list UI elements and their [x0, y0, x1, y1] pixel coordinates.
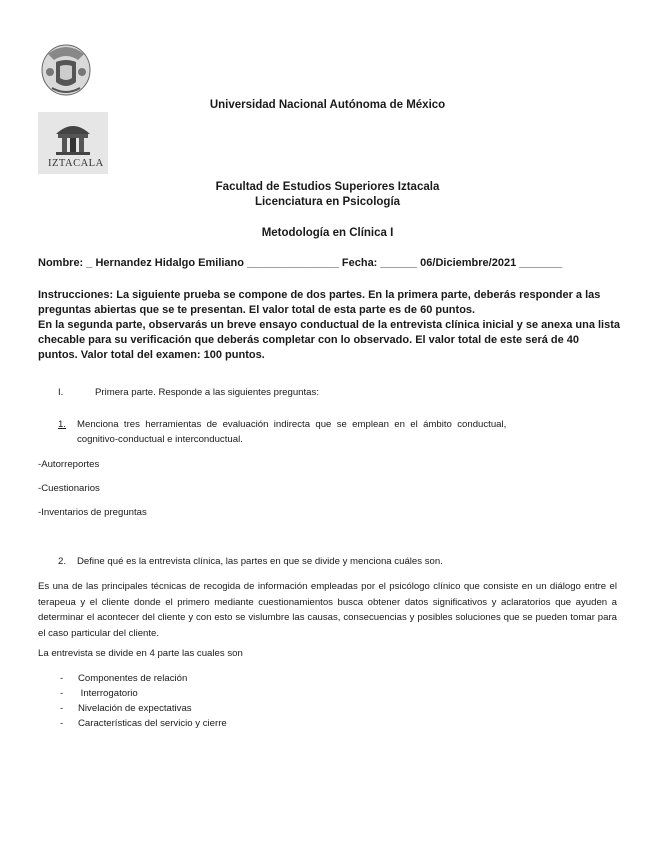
q2-number: 2.: [58, 556, 67, 567]
name-label: Nombre:: [38, 257, 84, 269]
bullet-dash: -: [60, 688, 64, 699]
q2-answer: Es una de las principales técnicas de recogida de información empleadas por el psicólogo clínico que consiste en un diálogo entre el terapeua y el cliente donde el primero mediante cuestionamientos busca obtener datos significativos y aclaratorios que ayuden a determinar el acontecer del cliente y con esto se vislumbre las causas, consecuencias y posibles soluciones que se pueden tomar para el caso particular del cliente.: [38, 581, 617, 639]
q1-line1: Menciona tres herramientas de evaluación indirecta que se emplean en el ámbito conductual,: [77, 419, 507, 430]
bullet-dash: -: [60, 673, 64, 684]
faculty-title: Facultad de Estudios Superiores Iztacala: [215, 181, 440, 193]
bullet-dash: -: [60, 718, 64, 729]
q1-answer-1: -Autorreportes: [38, 459, 100, 470]
iztacala-logo-text: IZTACALA: [48, 158, 104, 169]
student-line: [38, 257, 562, 269]
q1-answer-2: -Cuestionarios: [38, 483, 100, 494]
part-item-4: Características del servicio y cierre: [78, 718, 227, 729]
iztacala-logo: [38, 112, 108, 174]
list-item: [60, 718, 227, 733]
instructions: [38, 288, 620, 363]
instructions-part1: Instrucciones: La siguiente prueba se compone de dos partes. En la primera parte, deberás responder a las preguntas abiertas que se te presentan. El valor total de esta parte es de 60 puntos.: [38, 289, 601, 316]
part1-heading: Primera parte. Responde a las siguientes preguntas:: [95, 387, 319, 398]
date-value: ______ 06/Diciembre/2021 _______: [380, 257, 563, 269]
q1-number: 1.: [58, 419, 67, 430]
part-item-1: Componentes de relación: [78, 673, 188, 684]
instructions-part2: En la segunda parte, observarás un breve ensayo conductual de la entrevista clínica inicial y se anexa una lista checable para su verificación que deberás completar con lo observado. El valor total de este será de 40 puntos. Valor total del examen: 100 puntos.: [38, 319, 621, 361]
q1-answer-3: -Inventarios de preguntas: [38, 507, 147, 518]
list-item: [60, 688, 227, 703]
list-item: [60, 703, 227, 718]
q2-parts-intro: La entrevista se divide en 4 parte las cuales son: [38, 648, 243, 659]
q1-line2: cognitivo-conductual e interconductual.: [77, 434, 243, 445]
q2-parts-list: [60, 673, 227, 733]
q2-question: Define qué es la entrevista clínica, las partes en que se divide y menciona cuáles son.: [77, 556, 443, 567]
list-item: [60, 673, 227, 688]
part-item-3: Nivelación de expectativas: [78, 703, 192, 714]
course-title: Metodología en Clínica I: [261, 227, 394, 239]
bullet-dash: -: [60, 703, 64, 714]
part1-numeral: I.: [58, 387, 64, 398]
degree-title: Licenciatura en Psicología: [254, 196, 401, 208]
name-value: _ Hernandez Hidalgo Emiliano _______________: [86, 257, 339, 269]
unam-logo: [38, 38, 94, 98]
date-label: Fecha:: [341, 257, 378, 269]
university-title: Universidad Nacional Autónoma de México: [209, 99, 446, 111]
part-item-2: Interrogatorio: [78, 688, 138, 699]
